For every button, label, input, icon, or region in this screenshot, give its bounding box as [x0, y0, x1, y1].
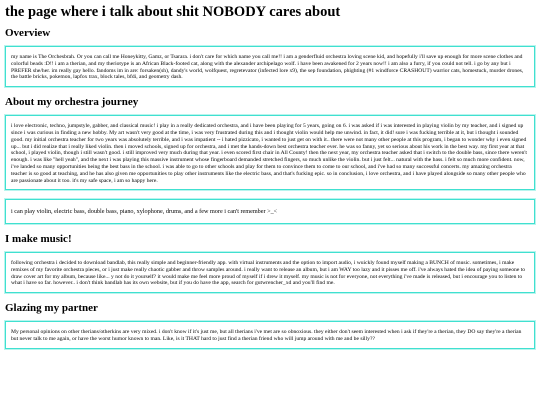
- orchestra-journey-box: i love electronic, techno, jumpstyle, gabber, and classical music! i play in a really dedicated orchestra, and i have been playing for 5 years, going on 6. i was asked if i was interested in playing violin by my teacher, and i signed up since i was curious in finding a new hobby. My art wasn't very good at the time, i was very frustrated during this and i thought violin would help me unwind. in fact, it did! sure i was fucking terrible at it, but i thought i sounded good. my initial orchestra teacher for two years was absolutely terrible, and i was impatient -- i hated pizzicato, i wanted to just get on with it.. there were not many other people at this program, i began to wonder why i even signed up... but i did realize that i really liked violin. then i moved schools, signed up for orchestra, and i met the hands-down best orchestra teacher ever. he was so fanny, yet so serious about his work in the best way. my first year at that school, i played violin, though i still wasn't good. i still improved very much during that year. i even scored first chair in All County! then the next year, my orchestra teacher asked that i switch to the double bass, since there weren't enough. i was like "hell yeah", and the next i was playing this massive instrument whose fingerboard demanded stretched fingers, so much unlike the violin. but i just felt... natural with the bass. i felt so much more confident. now, i've landed so many opportunities being the best bass in the school. i was able to go to other schools and play for them to convince them to come to our school, and i've had so many successful concerts. my amazing orchestra teacher is so good at teaching, and he has also given me opportunities to play other instruments like the electric bass, and that's fucking epic. so in conclusion, i love orchestra, and i have played alongside so many other people who are passionate about it too. it's my safe space, i am so happy here.: [5, 115, 535, 190]
- orchestra-journey-heading: About my orchestra journey: [5, 96, 139, 109]
- instruments-box: i can play violin, electric bass, double bass, piano, xylophone, drums, and a few more i can't remember >_<: [5, 199, 535, 224]
- partner-heading: Glazing my partner: [5, 302, 98, 315]
- partner-box: My personal opinions on other therians/otherkins are very mixed. i don't know if it's just me, but all therians i've met are so obnoxious. they either don't seem interested when i ask if they're a therian, they DO say they're a therian but never talk to me again, or have the worst humor known to man. Like, is it THAT hard to just find a therian friend who will jump around with me and be silly??: [5, 321, 535, 349]
- make-music-box: following orchestra i decided to download bandlab, this really simple and beginner-friendly app. with virtual instruments and the option to import audio, i wuickly found myself making a BUNCH of music. sometimes, i make remixes of my favorite orchestra pieces, or i just make really chaotic gabber and throw samples around. i really want to release an album, but i am WAY too lazy and it pisses me off. i've always hated the idea of paying someone to draw cover art for my album, because like... y not do it yourself? it would make me feel more proud of myself if i drew it myself. my music is not for everyone, not everything i've made is released, but i encourage you to listen to what i have so far. however.. i don't think bandlab has its own website, but if you do have the app, search for gutwrencher_xd and you'll find me.: [5, 252, 535, 293]
- page-title: the page where i talk about shit NOBODY cares about: [5, 4, 341, 20]
- overview-heading: Overview: [5, 27, 51, 39]
- make-music-heading: I make music!: [5, 232, 72, 245]
- overview-box: my name is The Orchesbrah. Or you can call me Honeykitty, Gamz, or Tsarara. i don't care for which name you call me!! i am a genderfluid orchestra loving scene kid, and hopefully i'll save up enough for more scene clothes and colorful beads :D!! i am a therian, and my theriotype is an African Black-footed cat, along with the alexander archipelago wolf. i have been awakened for 2 years now!! i am also a furry, if you could not tell. i go by any but i PREFER she/her. im really gay hello. fandoms im in are: forsaken(sh), dandy's world, wolfquest, regretevator (infected lore x9), the sep foundation, phighting (#1 windforce CRASHOUT) warrior cats, homestuck, murder drones, the battle bricks, pokemon, lapfox trax, block tales, bfdi, and geometry dash.: [5, 46, 535, 87]
